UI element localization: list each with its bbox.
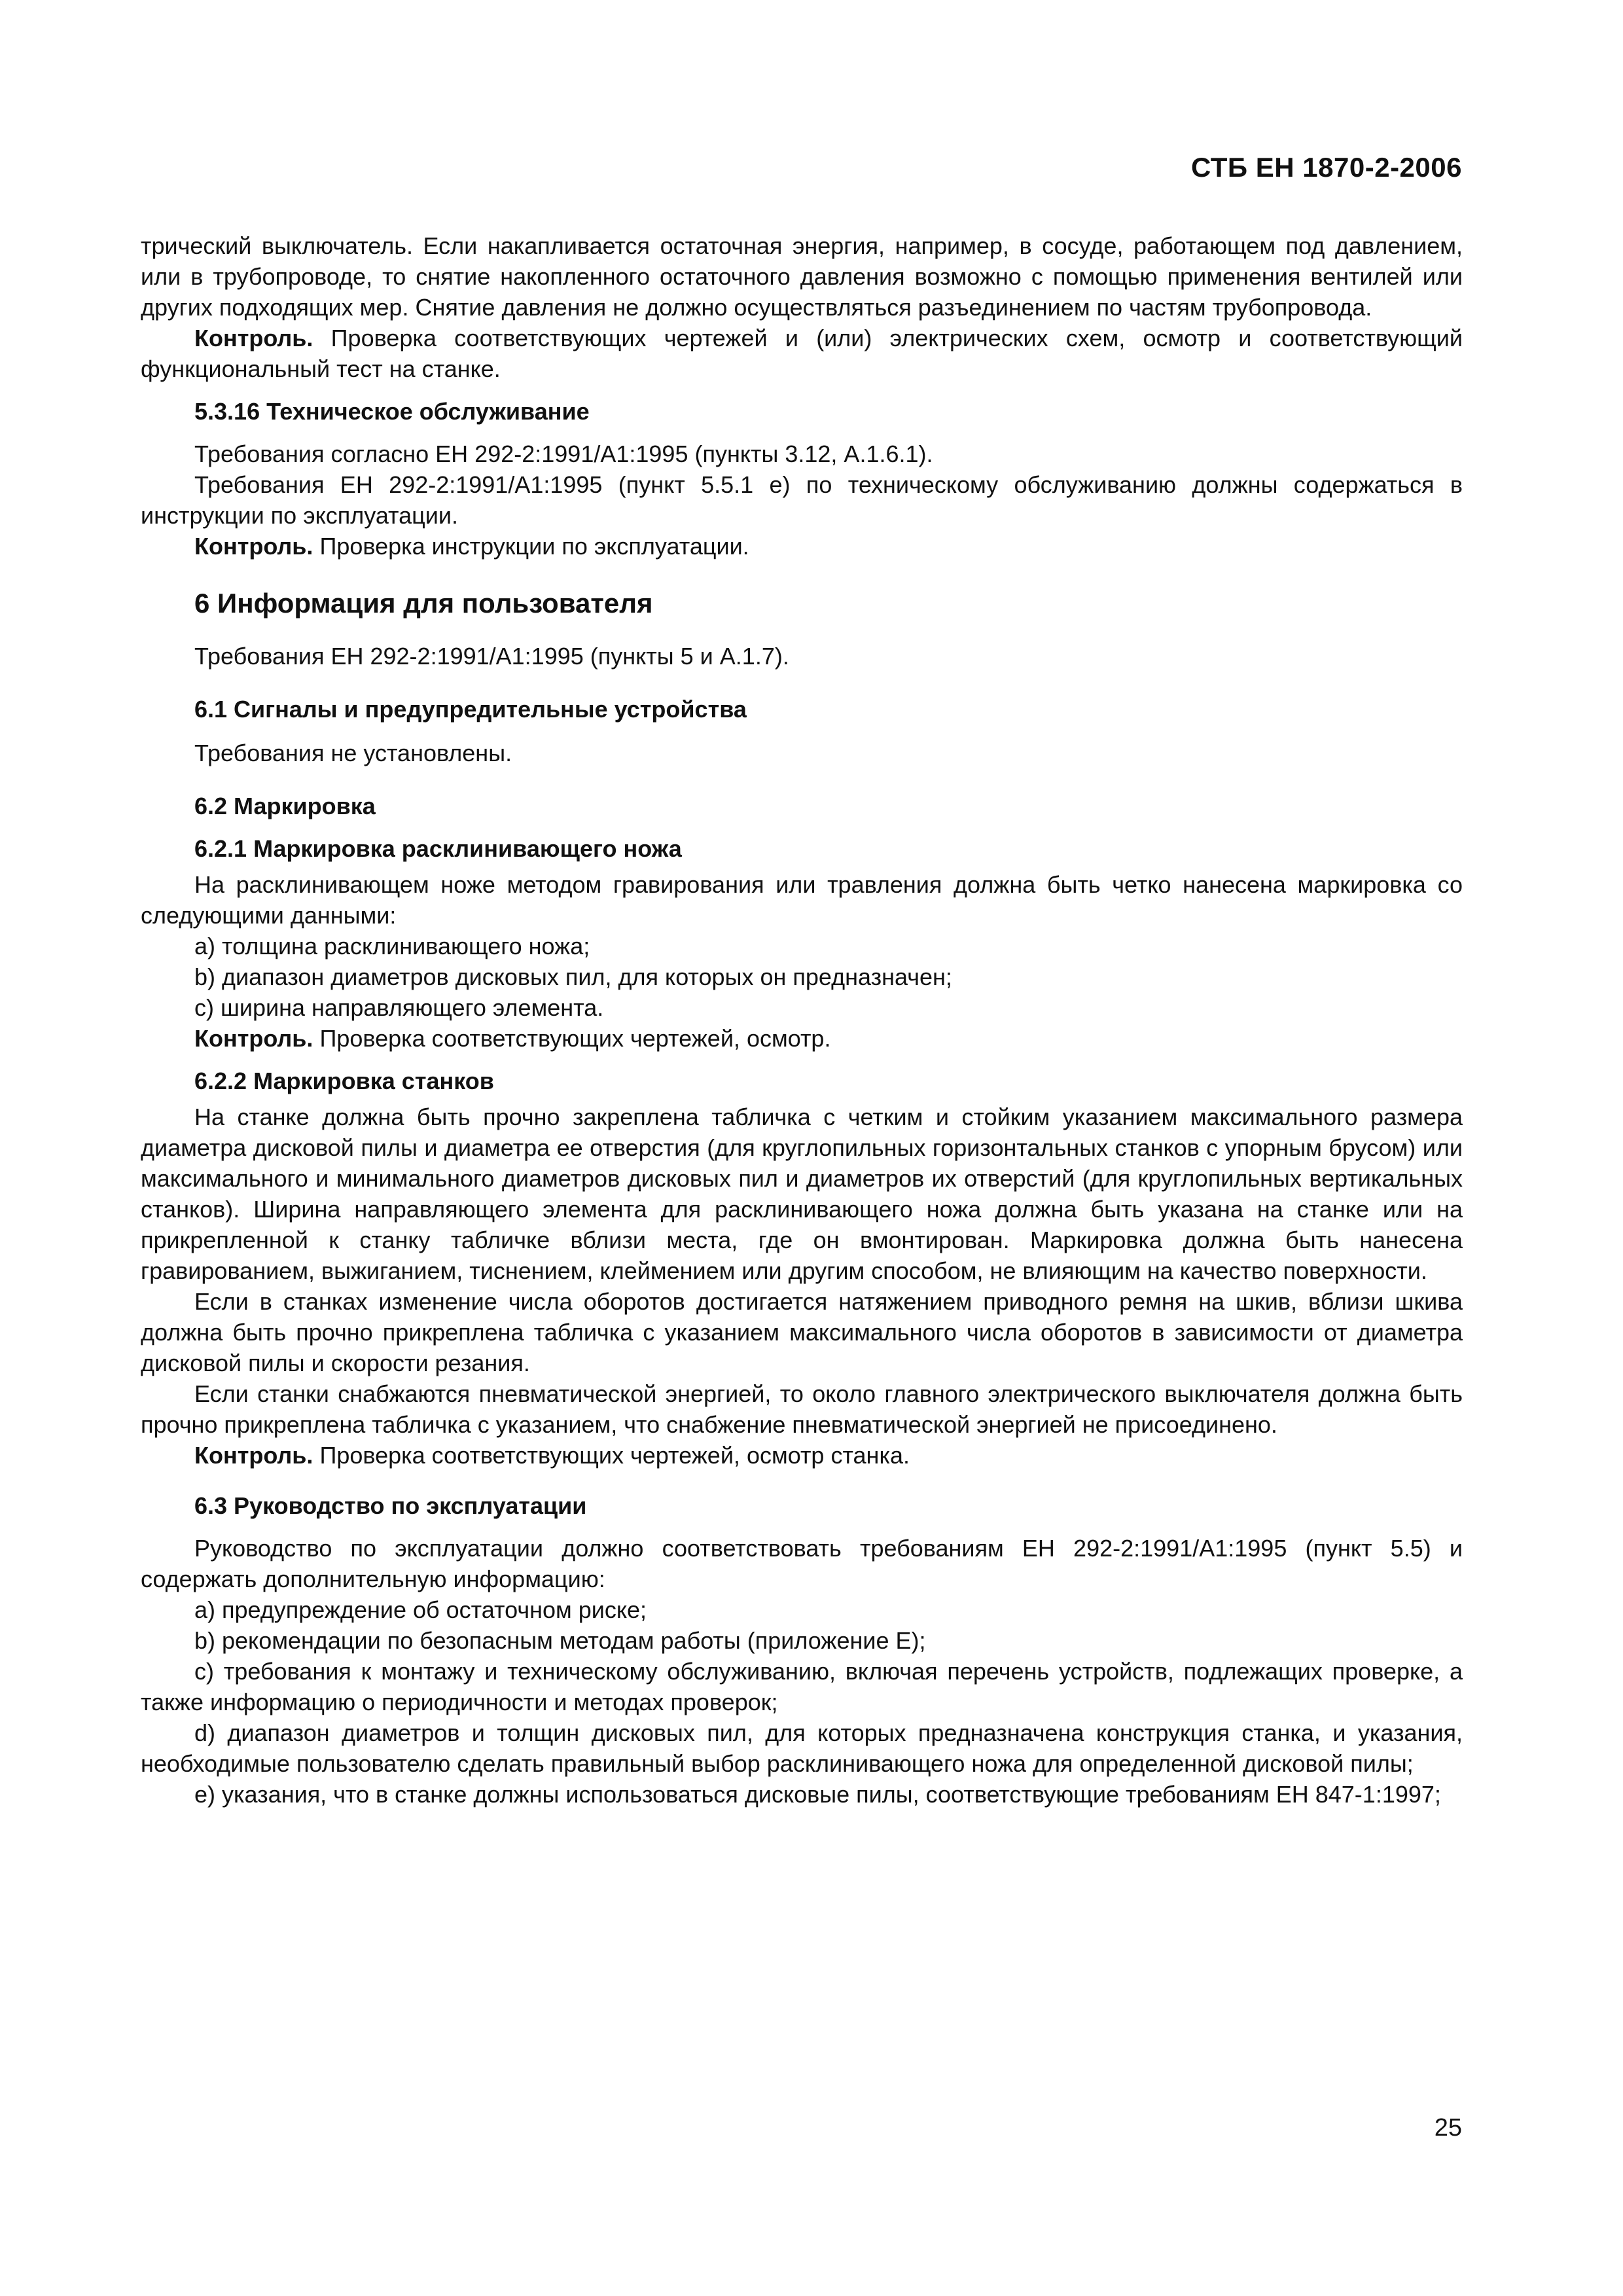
control-label: Контроль.	[194, 1025, 313, 1052]
section-heading-6-2: 6.2 Маркировка	[194, 793, 376, 819]
paragraph: На расклинивающем ноже методом гравирования или травления должна быть четко нанесена маркировка со следующими данными:	[141, 871, 1463, 929]
control-text: Проверка соответствующих чертежей, осмотр станка.	[313, 1442, 910, 1469]
control-label: Контроль.	[194, 325, 313, 351]
control-text: Проверка соответствующих чертежей и (или) электрических схем, осмотр и соответствующий функциональный тест на станке.	[141, 325, 1463, 382]
list-item: e) указания, что в станке должны использоваться дисковые пилы, соответствующие требованиям ЕН 847-1:1997;	[194, 1781, 1441, 1808]
paragraph: Требования согласно ЕН 292-2:1991/А1:1995 (пункты 3.12, А.1.6.1).	[194, 440, 933, 467]
document-code-header: СТБ ЕН 1870-2-2006	[1190, 152, 1462, 183]
list-item: c) ширина направляющего элемента.	[194, 994, 604, 1021]
section-heading-6: 6 Информация для пользователя	[194, 588, 653, 619]
control-label: Контроль.	[194, 533, 313, 560]
control-text: Проверка соответствующих чертежей, осмотр.	[313, 1025, 831, 1052]
control-paragraph	[141, 1023, 1463, 1054]
paragraph: На станке должна быть прочно закреплена табличка с четким и стойким указанием максимального размера диаметра дисковой пилы и диаметра ее отверстия (для круглопильных горизонтальных станков с упорным брусом) или максимального и минимального диаметров дисковых пил и диаметров их отверстий (для круглопильных вертикальных станков). Ширина направляющего элемента для расклинивающего ножа должна быть указана на станке или на прикрепленной к станку табличке вблизи места, где он вмонтирован. Маркировка должна быть нанесена гравированием, выжиганием, тиснением, клеймением или другим способом, не влияющим на качество поверхности.	[141, 1103, 1463, 1284]
list-item: b) диапазон диаметров дисковых пил, для которых он предназначен;	[194, 963, 952, 990]
list-item: a) толщина расклинивающего ножа;	[194, 933, 590, 960]
page-number: 25	[1434, 2114, 1462, 2142]
paragraph: Требования ЕН 292-2:1991/А1:1995 (пункт 5.5.1 е) по техническому обслуживанию должны содержаться в инструкции по эксплуатации.	[141, 471, 1463, 529]
control-text: Проверка инструкции по эксплуатации.	[313, 533, 749, 560]
paragraph: Руководство по эксплуатации должно соответствовать требованиям ЕН 292-2:1991/А1:1995 (пункт 5.5) и содержать дополнительную информацию:	[141, 1535, 1463, 1592]
list-item: d) диапазон диаметров и толщин дисковых пил, для которых предназначена конструкция станка, и указания, необходимые пользователю сделать правильный выбор расклинивающего ножа для определенной дисковой пилы;	[141, 1719, 1463, 1777]
section-heading-6-2-1: 6.2.1 Маркировка расклинивающего ножа	[194, 835, 682, 862]
control-paragraph	[141, 531, 1463, 562]
paragraph: Требования не установлены.	[194, 740, 512, 766]
section-heading-5-3-16: 5.3.16 Техническое обслуживание	[194, 398, 590, 425]
paragraph: трический выключатель. Если накапливается остаточная энергия, например, в сосуде, работающем под давлением, или в трубопроводе, то снятие накопленного остаточного давления возможно с помощью применения вентилей или других подходящих мер. Снятие давления не должно осуществляться разъединением по частям трубопровода.	[141, 232, 1463, 321]
paragraph: Требования ЕН 292-2:1991/А1:1995 (пункты 5 и А.1.7).	[194, 643, 789, 670]
paragraph: Если в станках изменение числа оборотов достигается натяжением приводного ремня на шкив, вблизи шкива должна быть прочно прикреплена табличка с указанием максимального числа оборотов в зависимости от диаметра дисковой пилы и скорости резания.	[141, 1288, 1463, 1376]
control-paragraph	[141, 323, 1463, 384]
section-heading-6-1: 6.1 Сигналы и предупредительные устройства	[194, 696, 747, 723]
list-item: b) рекомендации по безопасным методам работы (приложение Е);	[194, 1627, 926, 1654]
list-item: c) требования к монтажу и техническому обслуживанию, включая перечень устройств, подлежащих проверке, а также информацию о периодичности и методах проверок;	[141, 1658, 1463, 1715]
control-paragraph	[141, 1440, 1463, 1471]
control-label: Контроль.	[194, 1442, 313, 1469]
document-body	[141, 230, 1463, 1810]
paragraph: Если станки снабжаются пневматической энергией, то около главного электрического выключателя должна быть прочно прикреплена табличка с указанием, что снабжение пневматической энергией не присоединено.	[141, 1380, 1463, 1438]
section-heading-6-3: 6.3 Руководство по эксплуатации	[194, 1492, 587, 1519]
list-item: a) предупреждение об остаточном риске;	[194, 1596, 647, 1623]
section-heading-6-2-2: 6.2.2 Маркировка станков	[194, 1067, 494, 1094]
